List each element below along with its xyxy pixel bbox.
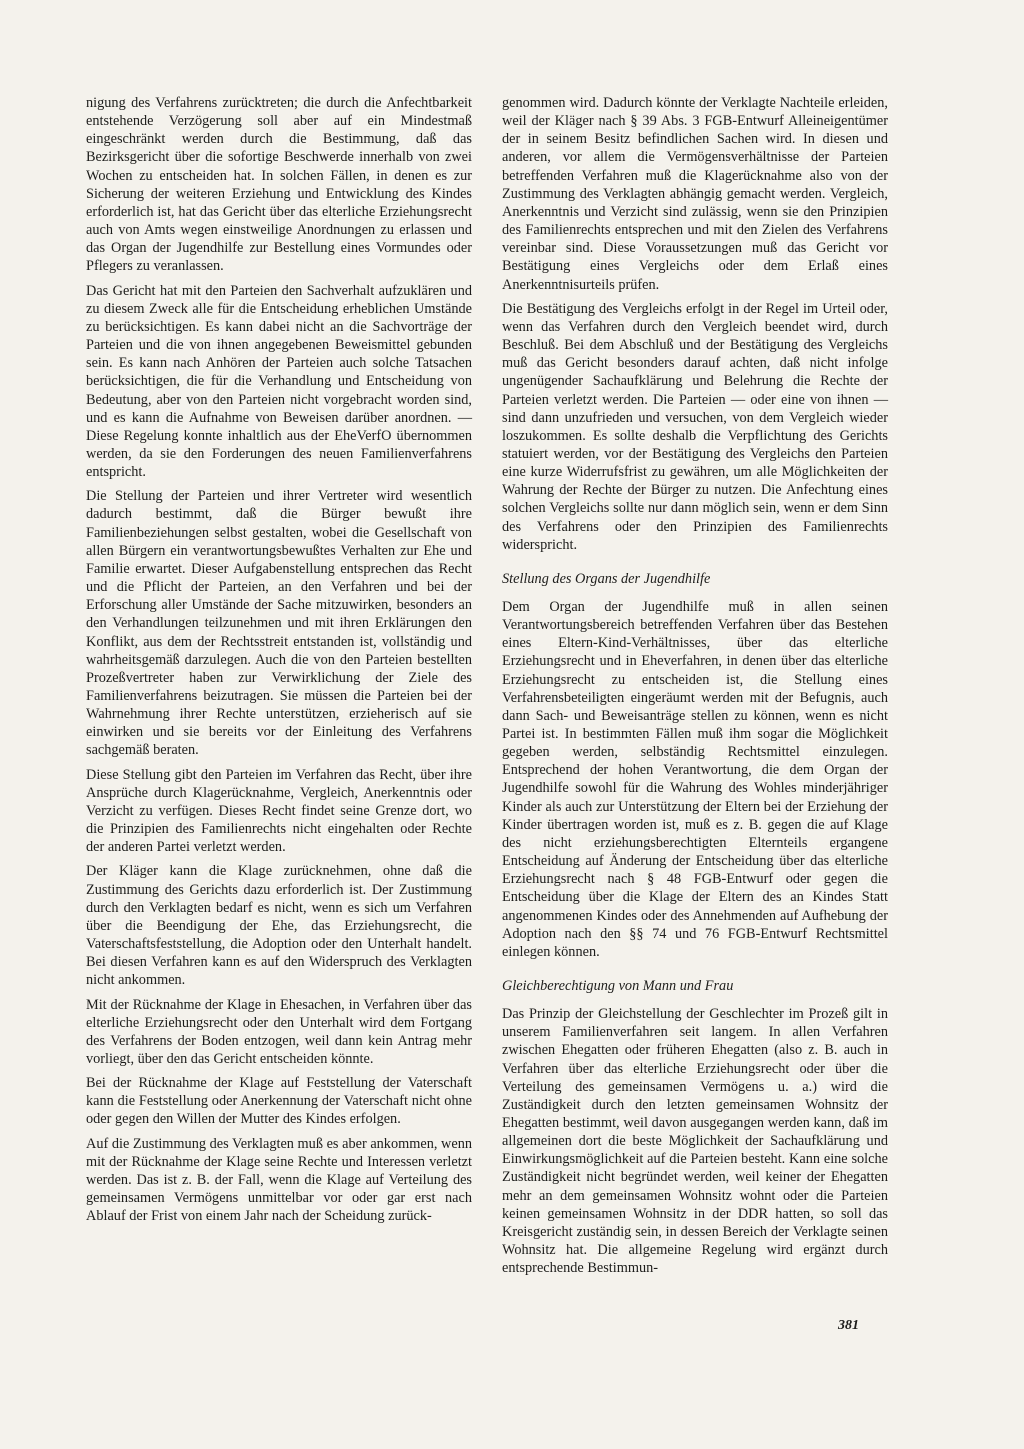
right-column [502,94,888,1283]
paragraph: Mit der Rücknahme der Klage in Ehesachen, in Verfahren über das elterliche Erziehungsrecht oder den Unterhalt wird dem Fortgang des Verfahrens der Boden entzogen, weil dann kein Antrag mehr vorliegt, über den das Gericht entscheiden könnte. [86,996,472,1067]
paragraph: genommen wird. Dadurch könnte der Verklagte Nachteile erleiden, weil der Kläger nach § 39 Abs. 3 FGB-Entwurf Alleineigentümer der in seinem Besitz befindlichen Sachen wird. In diesen und anderen, vor allem die Vermögensverhältnisse der Parteien betreffenden Verfahren muß die Klagerücknahme also von der Zustimmung des Verklagten abhängig gemacht werden. Vergleich, Anerkenntnis und Verzicht sind zulässig, wenn sie den Prinzipien des Familienrechts entsprechen und mit den Zielen des Verfahrens vereinbar sind. Diese Voraussetzungen muß das Gericht vor Bestätigung eines Vergleichs oder dem Erlaß eines Anerkenntnisurteils prüfen. [502,95,888,293]
paragraph: Das Gericht hat mit den Parteien den Sachverhalt aufzuklären und zu diesem Zweck alle für die Entscheidung erheblichen Umstände zu berücksichtigen. Es kann dabei nicht an die Sachvorträge der Parteien und die von ihnen angegebenen Beweismittel gebunden sein. Es kann nach Anhören der Parteien auch solche Tatsachen berücksichtigen, die für die Verhandlung und Entscheidung von Bedeutung, aber von den Parteien nicht vorgebracht worden sind, und es kann die Aufnahme von Beweisen darüber anordnen. — Diese Regelung konnte inhaltlich aus der EheVerfO übernommen werden, da sie den Forderungen des neuen Familienverfahrens entspricht. [86,282,472,481]
paragraph: Bei der Rücknahme der Klage auf Feststellung der Vaterschaft kann die Feststellung oder Anerkennung der Vaterschaft nicht ohne oder gegen den Willen der Mutter des Kindes erfolgen. [86,1075,472,1128]
page-number: 381 [838,1318,859,1333]
paragraph: Dem Organ der Jugendhilfe muß in allen seinen Verantwortungsbereich betreffenden Verfahren über das Bestehen eines Eltern-Kind-Verhältnisses, über das elterliche Erziehungsrecht und in Eheverfahren, in denen über das elterliche Erziehungsrecht zu entscheiden ist, die Stellung eines Verfahrensbeteiligten eingeräumt werden mit der Befugnis, auch dann Sach- und Beweisanträge stellen zu können, wenn es nicht Partei ist. In bestimmten Fällen muß ihm sogar die Möglichkeit gegeben werden, selbständig Rechtsmittel einzulegen. Entsprechend der hohen Verantwortung, die dem Organ der Jugendhilfe sowohl für die Wahrung des Wohles minderjähriger Kinder als auch zur Unterstützung der Eltern bei der Erziehung der Kinder übertragen worden ist, muß es z. B. gegen die auf Klage des nicht erziehungsberechtigten Elternteils ergangene Entscheidung auf Änderung der Entscheidung über das elterliche Erziehungsrecht nach § 48 FGB-Entwurf oder gegen die Entscheidung über die Klage der Eltern des an Kindes Statt angenommenen Kindes oder des Annehmenden auf Aufhebung der Adoption nach den §§ 74 und 76 FGB-Entwurf Rechtsmittel einlegen können. [502,598,888,960]
paragraph: Die Stellung der Parteien und ihrer Vertreter wird wesentlich dadurch bestimmt, daß die Bürger bewußt ihre Familienbeziehungen selbst gestalten, wobei die Gesellschaft von allen Bürgern ein verantwortungsbewußtes Verhalten zur Ehe und Familie erwartet. Dieser Aufgabenstellung entsprechen das Recht und die Pflicht der Parteien, an den Verfahren und bei der Erforschung aller Umstände der Sache mitzuwirken, besonders an den Verhandlungen teilzunehmen und mit ihren Erklärungen den Konflikt, aus dem der Rechtsstreit entstanden ist, vollständig und wahrheitsgemäß darzulegen. Auch die von den Parteien bestellten Prozeßvertreter haben zur Verwirklichung der Ziele des Familienverfahrens beizutragen. Sie müssen die Parteien bei der Wahrnehmung ihrer Rechte unterstützen, erzieherisch auf sie einwirken und sie bereits vor der Einleitung des Verfahrens sachgemäß beraten. [86,488,472,759]
section-heading-jugendhilfe: Stellung des Organs der Jugendhilfe [502,570,711,587]
paragraph: Die Bestätigung des Vergleichs erfolgt in der Regel im Urteil oder, wenn das Verfahren durch den Vergleich beendet wird, durch Beschluß. Bei dem Abschluß und der Bestätigung des Vergleichs muß das Gericht besonders darauf achten, daß nicht infolge ungenügender Sachaufklärung und Belehrung die Rechte der Parteien verletzt werden. Die Parteien — oder eine von ihnen — sind dann unzufrieden und versuchen, von dem Vergleich wieder loszukommen. Es sollte deshalb die Verpflichtung des Gerichts statuiert werden, vor der Bestätigung des Vergleichs den Parteien eine kurze Widerrufsfrist zu gewähren, um alle Möglichkeiten der Wahrung der Rechte der Bürger zu nutzen. Die Anfechtung eines solchen Vergleichs sollte nur dann möglich sein, wenn er dem Sinn des Verfahrens oder den Prinzipien des Familienrechts widerspricht. [502,300,888,553]
paragraph: Diese Stellung gibt den Parteien im Verfahren das Recht, über ihre Ansprüche durch Klagerücknahme, Vergleich, Anerkenntnis oder Verzicht zu verfügen. Dieses Recht findet seine Grenze dort, wo die Prinzipien des Familienrechts nicht eingehalten oder Rechte der anderen Partei verletzt werden. [86,766,472,856]
paragraph: Auf die Zustimmung des Verklagten muß es aber ankommen, wenn mit der Rücknahme der Klage seine Rechte und Interessen verletzt werden. Das ist z. B. der Fall, wenn die Klage auf Verteilung des gemeinsamen Vermögens unmittelbar vor oder gar erst nach Ablauf der Frist von einem Jahr nach der Scheidung zurück- [86,1135,472,1225]
paragraph: Das Prinzip der Gleichstellung der Geschlechter im Prozeß gilt in unserem Familienverfahren seit langem. In allen Verfahren zwischen Ehegatten oder früheren Ehegatten (also z. B. auch in Verfahren über das elterliche Erziehungsrecht oder über die Verteilung des gemeinsamen Vermögens u. a.) wird die Zuständigkeit durch den letzten gemeinsamen Wohnsitz der Ehegatten bestimmt, weil davon ausgegangen werden kann, daß im allgemeinen dort die beste Möglichkeit der Sachaufklärung und Einwirkungsmöglichkeit auf die Parteien besteht. Kann eine solche Zuständigkeit nicht begründet werden, weil keiner der Ehegatten mehr an dem gemeinsamen Wohnsitz wohnt oder die Parteien keinen gemeinsamen Wohnsitz in der DDR hatten, so soll das Kreisgericht zuständig sein, in dessen Bereich der Verklagte seinen Wohnsitz hat. Die allgemeine Regelung wird ergänzt durch entsprechende Bestimmun- [502,1006,888,1277]
paragraph: Der Kläger kann die Klage zurücknehmen, ohne daß die Zustimmung des Gerichts dazu erforderlich ist. Der Zustimmung durch den Verklagten bedarf es nicht, wenn es sich um Verfahren über die Beendigung der Ehe, das Erziehungsrecht, die Vaterschaftsfeststellung, die Adoption oder den Unterhalt handelt. Bei diesen Verfahren kann es auf den Widerspruch des Verklagten nicht ankommen. [86,863,472,989]
left-column [86,94,472,1231]
section-heading-gleichberechtigung: Gleichberechtigung von Mann und Frau [502,978,734,995]
paragraph: nigung des Verfahrens zurücktreten; die durch die Anfechtbarkeit entstehende Verzögerung soll aber auf ein Mindestmaß eingeschränkt werden durch die Bestimmung, daß das Bezirksgericht über die sofortige Beschwerde innerhalb von zwei Wochen zu entscheiden hat. In solchen Fällen, in denen es zur Sicherung der weiteren Erziehung und Entwicklung des Kindes erforderlich ist, hat das Gericht über das elterliche Erziehungsrecht auch von Amts wegen einstweilige Anordnungen zu erlassen und das Organ der Jugendhilfe zur Bestellung eines Vormundes oder Pflegers zu veranlassen. [86,95,472,275]
